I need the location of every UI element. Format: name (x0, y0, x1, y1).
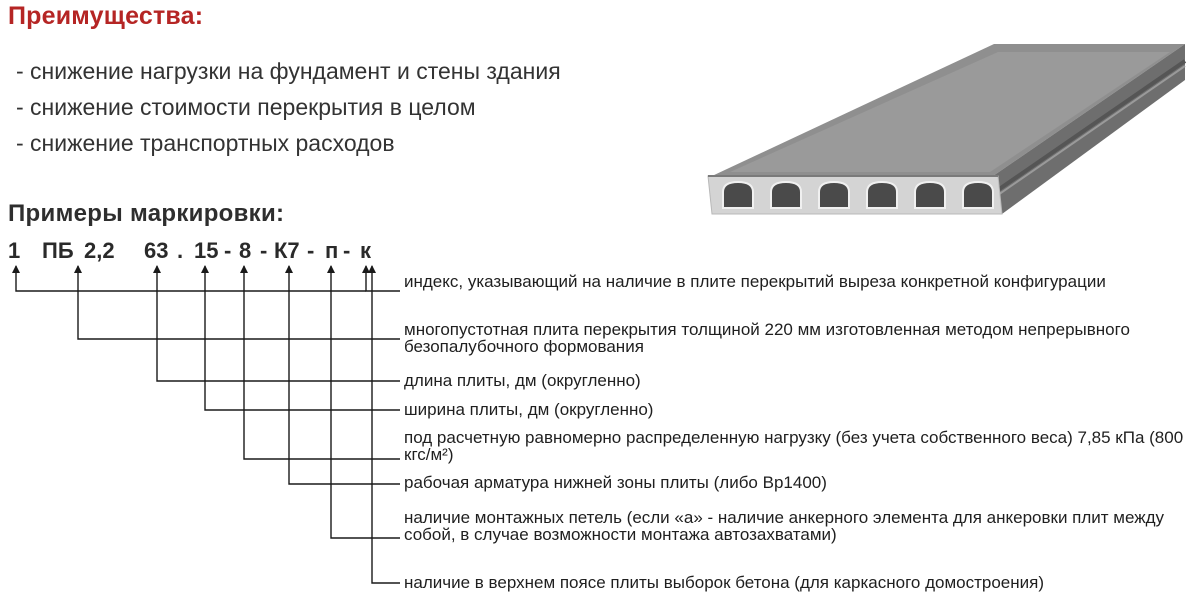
description-width: ширина плиты, дм (округленно) (404, 400, 654, 419)
leader-arrowhead (153, 265, 161, 273)
code-token-width: 15 (194, 238, 219, 263)
leader-arrowhead (74, 265, 82, 273)
leader-length (157, 266, 400, 381)
code-token-dash: - (307, 238, 315, 263)
code-token-series: 1 (8, 238, 21, 263)
advantages-title: Преимущества: (8, 2, 204, 30)
leader-series (16, 266, 366, 291)
advantage-item: - снижение нагрузки на фундамент и стены здания (16, 58, 561, 84)
description-load: под расчетную равномерно распределенную нагрузку (без учета собственного веса) 7,85 кПа (800 кгс/м²) (404, 428, 1184, 464)
leader-arrowhead (201, 265, 209, 273)
code-token-dot: . (177, 238, 184, 263)
code-token-dash: - (224, 238, 232, 263)
code-token-dash: - (343, 238, 351, 263)
leader-load (244, 266, 400, 459)
leader-arrowhead (327, 265, 335, 273)
code-token-dash: - (260, 238, 268, 263)
description-concrete-cutouts: наличие в верхнем поясе плиты выборок бетона (для каркасного домостроения) (404, 573, 1044, 592)
advantage-item: - снижение транспортных расходов (16, 130, 395, 156)
description-reinforcement: рабочая арматура нижней зоны плиты (либо Вр1400) (404, 473, 827, 492)
leader-concrete-cutouts (372, 266, 400, 583)
code-token-reinforcement: К7 (274, 238, 300, 263)
leader-arrowhead (285, 265, 293, 273)
leader-loops (331, 266, 400, 538)
description-slab-type: многопустотная плита перекрытия толщиной 220 мм изготовленная методом непрерывного безопалубочного формования (404, 320, 1130, 356)
leader-arrowhead (12, 265, 20, 273)
leader-arrowhead (240, 265, 248, 273)
code-token-load: 8 (239, 238, 252, 263)
advantage-item: - снижение стоимости перекрытия в целом (16, 94, 476, 120)
code-token-thickness: 2,2 (84, 238, 115, 263)
description-cutout: индекс, указывающий на наличие в плите перекрытий выреза конкретной конфигурации (404, 272, 1106, 291)
description-length: длина плиты, дм (округленно) (404, 371, 641, 390)
marking-title: Примеры маркировки: (8, 200, 285, 227)
code-token-loops: п (325, 238, 339, 263)
code-token-cutout: к (360, 238, 372, 263)
leader-reinforcement (289, 266, 400, 484)
leader-slab-type (78, 266, 400, 339)
code-token-type: ПБ (42, 238, 74, 263)
leader-arrowhead (368, 265, 376, 273)
description-loops: наличие монтажных петель (если «а» - наличие анкерного элемента для анкеровки плит между собой, в случае возможности монтажа автозахватами) (404, 508, 1165, 544)
code-token-length: 63 (144, 238, 169, 263)
leader-width (205, 266, 400, 410)
